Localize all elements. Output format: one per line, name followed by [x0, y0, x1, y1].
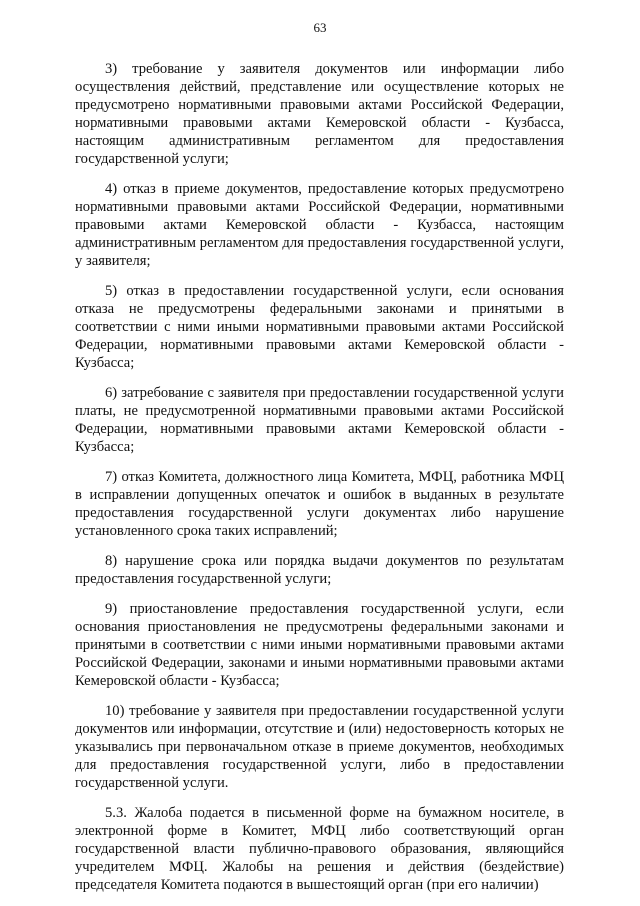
paragraph-item-6: 6) затребование с заявителя при предоставлении государственной услуги платы, не предусмотренной нормативными правовыми актами Российской Федерации, нормативными правовыми актами Кемеровской области - Кузбасса; — [75, 385, 564, 455]
paragraph-item-10: 10) требование у заявителя при предоставлении государственной услуги документов или информации, отсутствие и (или) недостоверность которых не указывались при первоначальном отказе в приеме документов, необходимых для предоставления государственной услуги, либо в предоставлении государственной услуги. — [75, 703, 564, 791]
paragraph-section-5-3: 5.3. Жалоба подается в письменной форме на бумажном носителе, в электронной форме в Комитет, МФЦ либо соответствующий орган государственной власти публично-правового образования, являющийся учредителем МФЦ. Жалобы на решения и действия (бездействие) председателя Комитета подаются в вышестоящий орган (при его наличии) — [75, 805, 564, 893]
paragraph-item-4: 4) отказ в приеме документов, предоставление которых предусмотрено нормативными правовыми актами Российской Федерации, нормативными правовыми актами Кемеровской области - Кузбасса, настоящим административным регламентом для предоставления государственной услуги, у заявителя; — [75, 181, 564, 269]
paragraph-item-3: 3) требование у заявителя документов или информации либо осуществления действий, представление или осуществление которых не предусмотрено нормативными правовыми актами Российской Федерации, нормативными правовыми актами Кемеровской области - Кузбасса, настоящим административным регламентом для предоставления государственной услуги; — [75, 61, 564, 167]
paragraph-item-9: 9) приостановление предоставления государственной услуги, если основания приостановления не предусмотрены федеральными законами и принятыми в соответствии с ними иными нормативными правовыми актами Российской Федерации, законами и иными нормативными правовыми актами Кемеровской области - Кузбасса; — [75, 601, 564, 689]
paragraph-item-7: 7) отказ Комитета, должностного лица Комитета, МФЦ, работника МФЦ в исправлении допущенных опечаток и ошибок в выданных в результате предоставления государственной услуги документах либо нарушение установленного срока таких исправлений; — [75, 469, 564, 539]
paragraph-item-5: 5) отказ в предоставлении государственной услуги, если основания отказа не предусмотрены федеральными законами и принятыми в соответствии с ними иными нормативными правовыми актами Российской Федерации, нормативными правовыми актами Кемеровской области - Кузбасса; — [75, 283, 564, 371]
document-body — [75, 60, 564, 906]
page-number: 63 — [313, 20, 327, 35]
paragraph-item-8: 8) нарушение срока или порядка выдачи документов по результатам предоставления государственной услуги; — [75, 553, 564, 587]
